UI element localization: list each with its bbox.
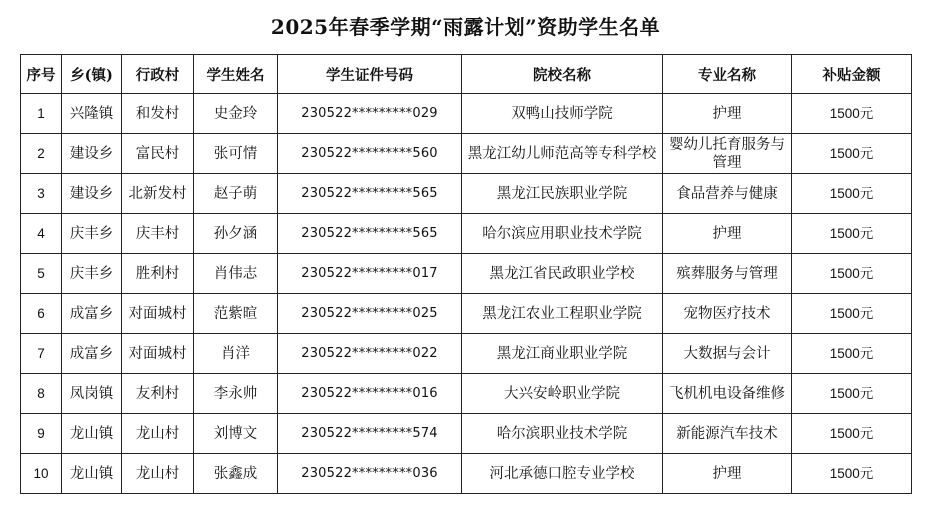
cell-village: 对面城村 bbox=[122, 294, 194, 334]
header-village: 行政村 bbox=[122, 55, 194, 94]
cell-school: 黑龙江民族职业学院 bbox=[462, 174, 663, 214]
cell-township: 成富乡 bbox=[62, 294, 122, 334]
cell-school: 大兴安岭职业学院 bbox=[462, 374, 663, 414]
cell-index: 4 bbox=[21, 214, 62, 254]
cell-village: 对面城村 bbox=[122, 334, 194, 374]
cell-village: 胜利村 bbox=[122, 254, 194, 294]
cell-subsidy: 1500元 bbox=[792, 374, 912, 414]
cell-student-name: 肖洋 bbox=[194, 334, 278, 374]
cell-subsidy: 1500元 bbox=[792, 174, 912, 214]
cell-student-name: 范紫暄 bbox=[194, 294, 278, 334]
cell-id-number: 230522*********022 bbox=[278, 334, 462, 374]
cell-village: 庆丰村 bbox=[122, 214, 194, 254]
cell-subsidy: 1500元 bbox=[792, 94, 912, 134]
cell-id-number: 230522*********574 bbox=[278, 414, 462, 454]
cell-township: 成富乡 bbox=[62, 334, 122, 374]
cell-school: 黑龙江农业工程职业学院 bbox=[462, 294, 663, 334]
cell-township: 建设乡 bbox=[62, 174, 122, 214]
cell-major: 护理 bbox=[663, 214, 792, 254]
cell-index: 7 bbox=[21, 334, 62, 374]
header-school: 院校名称 bbox=[462, 55, 663, 94]
cell-student-name: 张鑫成 bbox=[194, 454, 278, 494]
cell-school: 哈尔滨应用职业技术学院 bbox=[462, 214, 663, 254]
cell-index: 1 bbox=[21, 94, 62, 134]
cell-subsidy: 1500元 bbox=[792, 254, 912, 294]
cell-subsidy: 1500元 bbox=[792, 214, 912, 254]
cell-id-number: 230522*********560 bbox=[278, 134, 462, 174]
cell-township: 兴隆镇 bbox=[62, 94, 122, 134]
cell-student-name: 赵子萌 bbox=[194, 174, 278, 214]
cell-subsidy: 1500元 bbox=[792, 334, 912, 374]
table-row bbox=[21, 454, 912, 494]
cell-id-number: 230522*********017 bbox=[278, 254, 462, 294]
cell-school: 黑龙江商业职业学院 bbox=[462, 334, 663, 374]
table-row bbox=[21, 294, 912, 334]
table-row bbox=[21, 374, 912, 414]
cell-major: 食品营养与健康 bbox=[663, 174, 792, 214]
cell-id-number: 230522*********016 bbox=[278, 374, 462, 414]
header-student-name: 学生姓名 bbox=[194, 55, 278, 94]
cell-index: 9 bbox=[21, 414, 62, 454]
cell-major: 殡葬服务与管理 bbox=[663, 254, 792, 294]
cell-student-name: 史金玲 bbox=[194, 94, 278, 134]
cell-township: 建设乡 bbox=[62, 134, 122, 174]
cell-subsidy: 1500元 bbox=[792, 294, 912, 334]
cell-student-name: 刘博文 bbox=[194, 414, 278, 454]
student-table bbox=[20, 54, 912, 494]
cell-village: 龙山村 bbox=[122, 414, 194, 454]
cell-subsidy: 1500元 bbox=[792, 134, 912, 174]
header-major: 专业名称 bbox=[663, 55, 792, 94]
cell-village: 友利村 bbox=[122, 374, 194, 414]
cell-index: 5 bbox=[21, 254, 62, 294]
table-row bbox=[21, 214, 912, 254]
cell-township: 庆丰乡 bbox=[62, 214, 122, 254]
cell-village: 北新发村 bbox=[122, 174, 194, 214]
cell-subsidy: 1500元 bbox=[792, 454, 912, 494]
cell-subsidy: 1500元 bbox=[792, 414, 912, 454]
cell-id-number: 230522*********565 bbox=[278, 214, 462, 254]
cell-student-name: 孙夕涵 bbox=[194, 214, 278, 254]
header-id-number: 学生证件号码 bbox=[278, 55, 462, 94]
cell-index: 10 bbox=[21, 454, 62, 494]
cell-id-number: 230522*********036 bbox=[278, 454, 462, 494]
cell-village: 和发村 bbox=[122, 94, 194, 134]
cell-village: 富民村 bbox=[122, 134, 194, 174]
document-title: 2025年春季学期“雨露计划”资助学生名单 bbox=[270, 15, 661, 39]
cell-student-name: 李永帅 bbox=[194, 374, 278, 414]
cell-id-number: 230522*********565 bbox=[278, 174, 462, 214]
cell-township: 庆丰乡 bbox=[62, 254, 122, 294]
cell-index: 6 bbox=[21, 294, 62, 334]
table-row bbox=[21, 174, 912, 214]
cell-village: 龙山村 bbox=[122, 454, 194, 494]
table-row bbox=[21, 334, 912, 374]
cell-id-number: 230522*********025 bbox=[278, 294, 462, 334]
cell-school: 双鸭山技师学院 bbox=[462, 94, 663, 134]
table-row bbox=[21, 414, 912, 454]
cell-major: 护理 bbox=[663, 94, 792, 134]
cell-township: 凤岗镇 bbox=[62, 374, 122, 414]
cell-township: 龙山镇 bbox=[62, 414, 122, 454]
cell-township: 龙山镇 bbox=[62, 454, 122, 494]
cell-school: 黑龙江省民政职业学校 bbox=[462, 254, 663, 294]
cell-school: 河北承德口腔专业学校 bbox=[462, 454, 663, 494]
header-index: 序号 bbox=[21, 55, 62, 94]
table-row bbox=[21, 254, 912, 294]
cell-index: 8 bbox=[21, 374, 62, 414]
cell-index: 2 bbox=[21, 134, 62, 174]
cell-major: 护理 bbox=[663, 454, 792, 494]
cell-major: 宠物医疗技术 bbox=[663, 294, 792, 334]
cell-major: 新能源汽车技术 bbox=[663, 414, 792, 454]
cell-student-name: 张可情 bbox=[194, 134, 278, 174]
cell-major: 婴幼儿托育服务与管理 bbox=[663, 134, 792, 174]
table-row bbox=[21, 134, 912, 174]
cell-student-name: 肖伟志 bbox=[194, 254, 278, 294]
cell-school: 黑龙江幼儿师范高等专科学校 bbox=[462, 134, 663, 174]
table-header-row bbox=[21, 55, 912, 94]
cell-major: 飞机机电设备维修 bbox=[663, 374, 792, 414]
cell-major: 大数据与会计 bbox=[663, 334, 792, 374]
cell-index: 3 bbox=[21, 174, 62, 214]
cell-school: 哈尔滨职业技术学院 bbox=[462, 414, 663, 454]
table-row bbox=[21, 94, 912, 134]
header-subsidy: 补贴金额 bbox=[792, 55, 912, 94]
header-township: 乡(镇) bbox=[62, 55, 122, 94]
cell-id-number: 230522*********029 bbox=[278, 94, 462, 134]
